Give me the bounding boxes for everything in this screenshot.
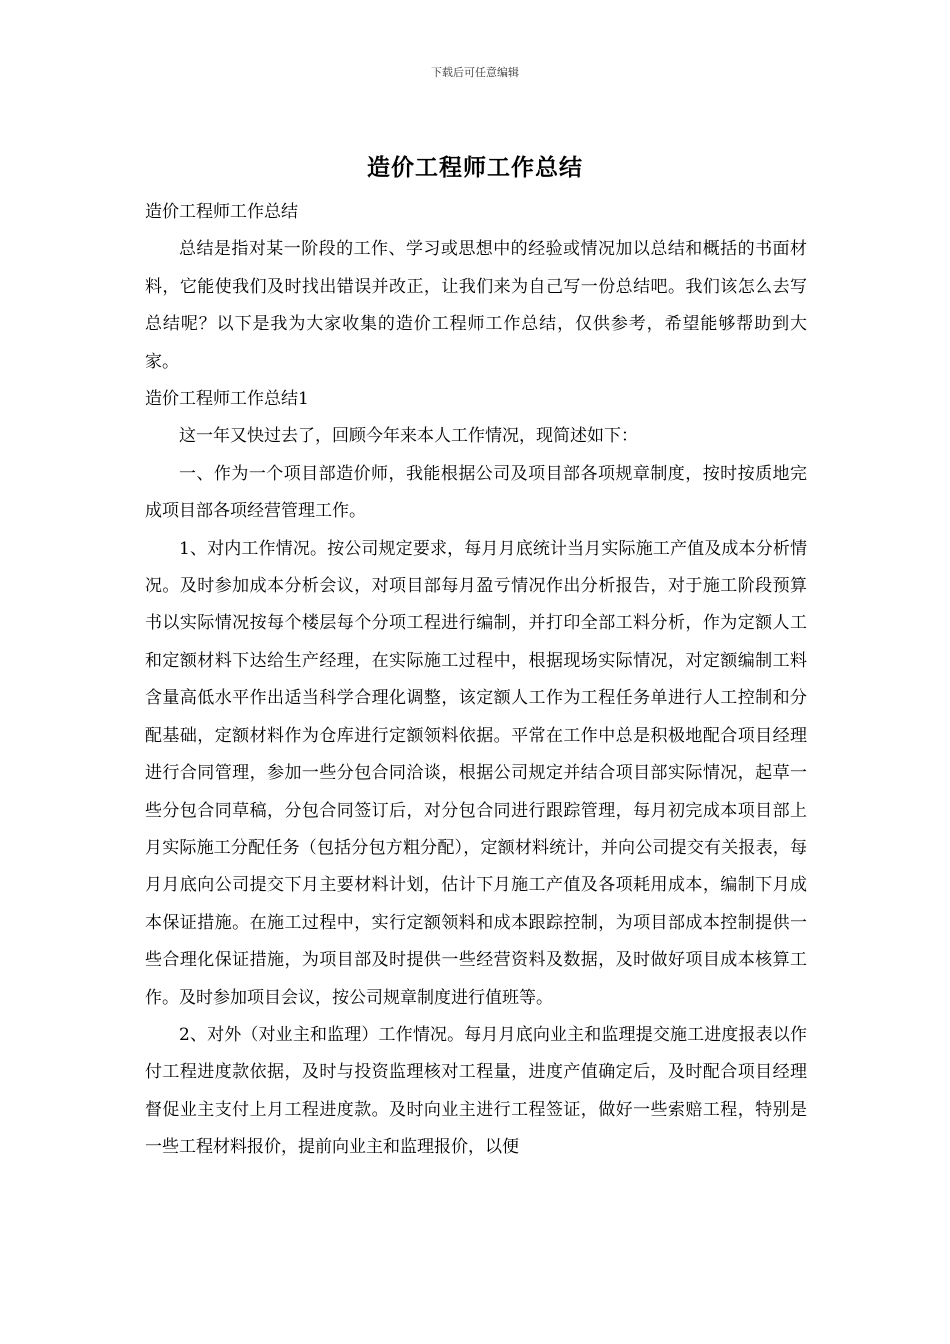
page-header-note: 下载后可任意编辑: [431, 66, 519, 79]
document-body: [145, 194, 807, 1167]
section-heading-1: 造价工程师工作总结1: [145, 389, 309, 410]
paragraph-internal-work: 1、对内工作情况。按公司规定要求，每月月底统计当月实际施工产值及成本分析情况。及时参加成本分析会议，对项目部每月盈亏情况作出分析报告，对于施工阶段预算书以实际情况按每个楼层每个分项工程进行编制，并打印全部工料分析，作为定额人工和定额材料下达给生产经理，在实际施工过程中，根据现场实际情况，对定额编制工料含量高低水平作出适当科学合理化调整，该定额人工作为工程任务单进行人工控制和分配基础，定额材料作为仓库进行定额领料依据。平常在工作中总是积极地配合项目经理进行合同管理，参加一些分包合同洽谈，根据公司规定并结合项目部实际情况，起草一些分包合同草稿，分包合同签订后，对分包合同进行跟踪管理，每月初完成本项目部上月实际施工分配任务（包括分包方粗分配），定额材料统计，并向公司提交有关报表，每月月底向公司提交下月主要材料计划，估计下月施工产值及各项耗用成本，编制下月成本保证措施。在施工过程中，实行定额领料和成本跟踪控制，为项目部成本控制提供一些合理化保证措施，为项目部及时提供一些经营资料及数据，及时做好项目成本核算工作。及时参加项目会议，按公司规章制度进行值班等。: [145, 538, 807, 1008]
paragraph-intro: 总结是指对某一阶段的工作、学习或思想中的经验或情况加以总结和概括的书面材料，它能使我们及时找出错误并改正，让我们来为自己写一份总结吧。我们该怎么去写总结呢？以下是我为大家收集的造价工程师工作总结，仅供参考，希望能够帮助到大家。: [145, 239, 807, 372]
paragraph-review: 这一年又快过去了，回顾今年来本人工作情况，现简述如下：: [179, 426, 638, 447]
page-title: 造价工程师工作总结: [367, 154, 583, 181]
document-subtitle: 造价工程师工作总结: [145, 202, 298, 222]
paragraph-point-1: 一、作为一个项目部造价师，我能根据公司及项目部各项规章制度，按时按质地完成项目部各项经营管理工作。: [145, 463, 807, 522]
paragraph-external-work: 2、对外（对业主和监理）工作情况。每月月底向业主和监理提交施工进度报表以作付工程进度款依据，及时与投资监理核对工程量，进度产值确定后，及时配合项目经理督促业主支付上月工程进度款。及时向业主进行工程签证，做好一些索赔工程，特别是一些工程材料报价，提前向业主和监理报价，以便: [145, 1024, 807, 1158]
